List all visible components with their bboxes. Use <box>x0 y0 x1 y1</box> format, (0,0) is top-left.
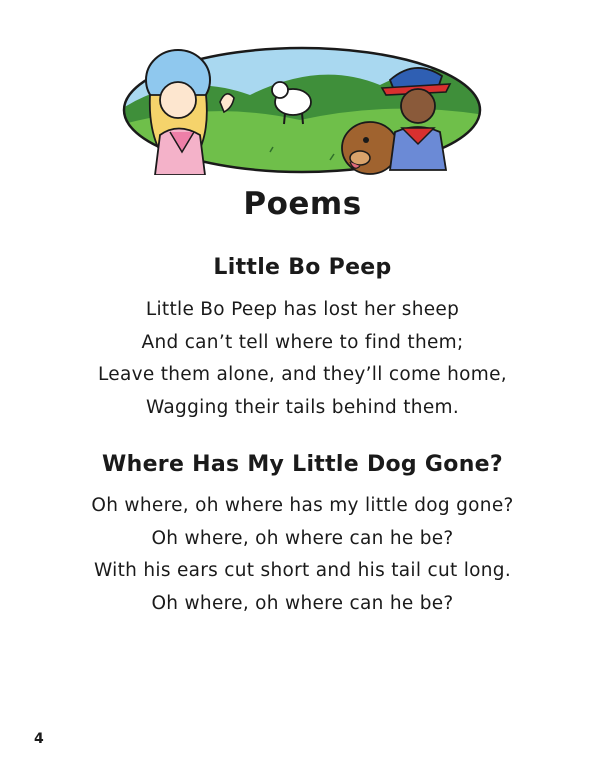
poem-line: Wagging their tails behind them. <box>146 396 459 418</box>
poem-lines-little-bo-peep <box>0 294 605 424</box>
page-title: Poems <box>243 186 362 222</box>
poem-line: With his ears cut short and his tail cut long. <box>93 560 512 581</box>
poem-title-little-bo-peep: Little Bo Peep <box>213 255 392 280</box>
page-number: 4 <box>34 731 44 747</box>
poem-line: Leave them alone, and they’ll come home, <box>98 364 507 385</box>
poem-line: Oh where, oh where has my little dog gone? <box>91 495 514 516</box>
poem-line: Oh where, oh where can he be? <box>151 527 454 549</box>
poem-line: Little Bo Peep has lost her sheep <box>145 299 460 320</box>
nursery-rhyme-scene-illustration <box>120 40 485 175</box>
poem-line: Oh where, oh where can he be? <box>151 592 454 614</box>
poem-lines-little-dog <box>0 490 605 620</box>
poem-title-little-dog: Where Has My Little Dog Gone? <box>102 452 503 477</box>
poem-line: And can’t tell where to find them; <box>141 331 464 353</box>
